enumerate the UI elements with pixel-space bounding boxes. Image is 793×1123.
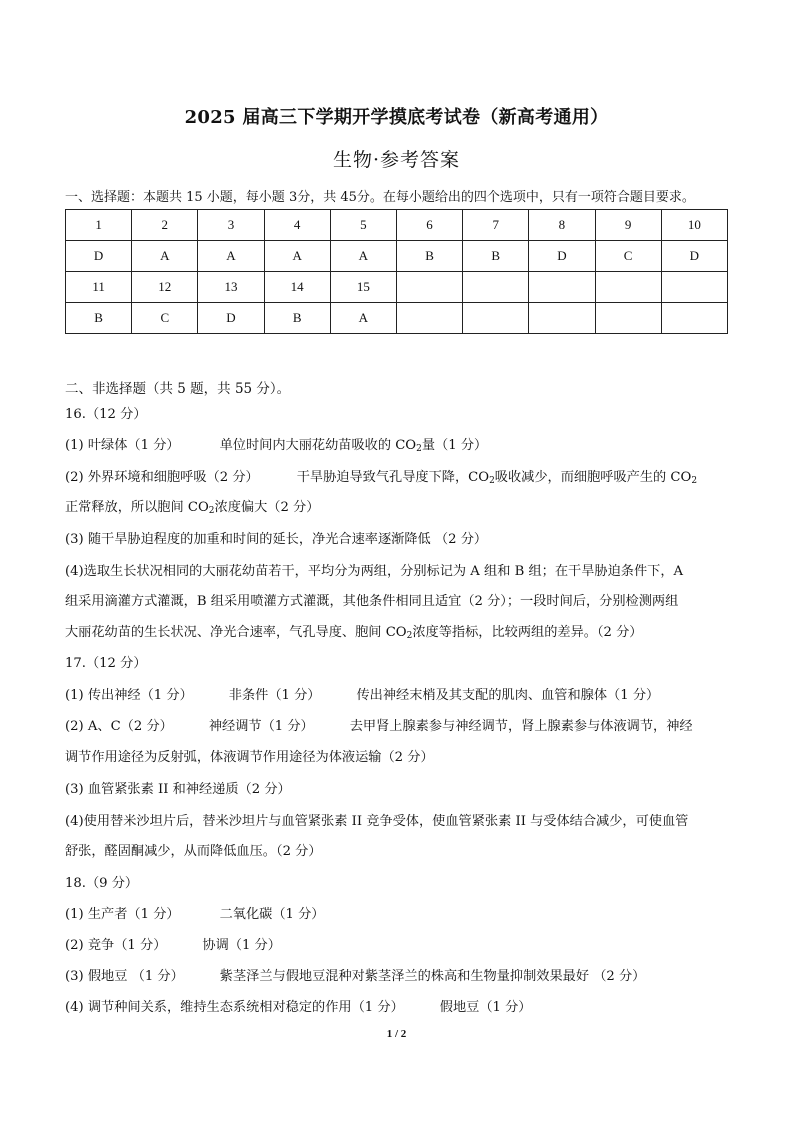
table-cell: [529, 303, 595, 334]
table-cell: B: [396, 241, 462, 272]
q17-line4: (3) 血管紧张素 II 和神经递质（2 分）: [65, 782, 291, 797]
table-cell: 4: [264, 210, 330, 241]
table-cell: 1: [66, 210, 132, 241]
q16-line5: (4)选取生长状况相同的大丽花幼苗若干，平均分为两组，分别标记为 A 组和 B 组；在干旱胁迫条件下，A: [65, 564, 684, 579]
page-title: 2025 届高三下学期开学摸底考试卷（新高考通用）: [184, 107, 609, 128]
q18-line3: [65, 967, 645, 987]
q18-ans-1a: (1) 生产者（1 分）: [65, 907, 180, 922]
co2-subscript: 2: [208, 506, 215, 516]
table-cell: 12: [132, 272, 198, 303]
table-cell: A: [132, 241, 198, 272]
table-cell: D: [661, 241, 727, 272]
table-cell: [595, 303, 661, 334]
co2-subscript: 2: [416, 444, 422, 454]
q17-ans-2b: 神经调节（1 分）: [208, 719, 314, 734]
q16-line3: [65, 498, 319, 521]
q16-ans-7-pre: 大丽花幼苗的生长状况、净光合速率，气孔导度、胞间 CO: [65, 625, 407, 640]
q16-ans-1b-pre: 单位时间内大丽花幼苗吸收的 CO: [219, 438, 417, 453]
table-row: [66, 272, 728, 303]
q17-line3: 调节作用途径为反射弧，体液调节作用途径为体液运输（2 分）: [65, 750, 434, 765]
table-cell: 10: [661, 210, 727, 241]
table-cell: [463, 303, 529, 334]
q16-ans-2b-mid: 吸收减少，而细胞呼吸产生的 CO: [494, 470, 692, 485]
section2-heading: 二、非选择题（共 5 题，共 55 分）。: [65, 381, 291, 397]
q17-ans-1b: 非条件（1 分）: [228, 688, 321, 703]
q16-line2: [65, 468, 697, 491]
answer-table: [65, 209, 728, 334]
co2-subscript: 2: [406, 631, 413, 641]
q18-line1: [65, 905, 325, 925]
table-cell: 15: [330, 272, 396, 303]
table-cell: [396, 303, 462, 334]
table-row: [66, 303, 728, 334]
q18-ans-2b: 协调（1 分）: [202, 938, 281, 953]
table-row: [66, 210, 728, 241]
table-cell: C: [132, 303, 198, 334]
table-cell: A: [330, 241, 396, 272]
q18-ans-1b: 二氧化碳（1 分）: [219, 907, 325, 922]
table-cell: [661, 303, 727, 334]
table-cell: 9: [595, 210, 661, 241]
q16-ans-3-post: 浓度偏大（2 分）: [214, 500, 320, 515]
q16-ans-3-pre: 正常释放，所以胞间 CO: [65, 500, 209, 515]
table-cell: A: [264, 241, 330, 272]
page-number: 1 / 2: [386, 1028, 407, 1040]
q16-line1: [65, 436, 487, 459]
table-cell: 11: [66, 272, 132, 303]
table-cell: 13: [198, 272, 264, 303]
table-cell: 3: [198, 210, 264, 241]
q17-line1: [65, 686, 659, 706]
table-cell: [595, 272, 661, 303]
table-row: [66, 241, 728, 272]
table-cell: 7: [463, 210, 529, 241]
q18-ans-2a: (2) 竞争（1 分）: [65, 938, 167, 953]
table-cell: D: [198, 303, 264, 334]
table-cell: B: [264, 303, 330, 334]
table-cell: 5: [330, 210, 396, 241]
table-cell: [463, 272, 529, 303]
q18-line2: [65, 936, 281, 956]
table-cell: [529, 272, 595, 303]
q16-ans-2b-pre: 干旱胁迫导致气孔导度下降，CO: [296, 470, 490, 485]
table-cell: 6: [396, 210, 462, 241]
q17-ans-2a: (2) A、C（2 分）: [65, 719, 173, 734]
q16-line4: (3) 随干旱胁迫程度的加重和时间的延长，净光合速率逐渐降低 （2 分）: [65, 532, 488, 547]
table-cell: A: [198, 241, 264, 272]
q16-ans-1b-post: 量（1 分）: [421, 438, 488, 453]
q16-ans-2a: (2) 外界环境和细胞呼吸（2 分）: [65, 470, 259, 485]
q16-ans-1a: (1) 叶绿体（1 分）: [65, 438, 180, 453]
q17-label: 17.（12 分）: [65, 656, 147, 671]
table-cell: B: [66, 303, 132, 334]
q17-ans-1c: 传出神经末梢及其支配的肌肉、血管和腺体（1 分）: [356, 688, 660, 703]
q17-line2: [65, 717, 693, 737]
q17-line6: 舒张，醛固酮减少，从而降低血压。（2 分）: [65, 844, 322, 859]
q17-ans-2c: 去甲肾上腺素参与神经调节，肾上腺素参与体液调节，神经: [349, 719, 693, 734]
q16-label: 16.（12 分）: [65, 407, 147, 422]
table-cell: D: [66, 241, 132, 272]
table-cell: C: [595, 241, 661, 272]
table-cell: [396, 272, 462, 303]
page-subtitle: 生物·参考答案: [332, 149, 461, 171]
co2-subscript: 2: [691, 476, 698, 486]
table-cell: B: [463, 241, 529, 272]
q16-line7: [65, 623, 643, 646]
q18-ans-3b: 紫茎泽兰与假地豆混种对紫茎泽兰的株高和生物量抑制效果最好 （2 分）: [219, 969, 646, 984]
table-cell: A: [330, 303, 396, 334]
q18-line4: [65, 998, 531, 1018]
q18-ans-3a: (3) 假地豆 （1 分）: [65, 969, 184, 984]
table-cell: 2: [132, 210, 198, 241]
table-cell: 14: [264, 272, 330, 303]
q18-ans-4b: 假地豆（1 分）: [439, 1000, 532, 1015]
table-cell: [661, 272, 727, 303]
q16-line6: 组采用滴灌方式灌溉，B 组采用喷灌方式灌溉，其他条件相同且适宜（2 分）；一段时间后，分别检测两组: [65, 594, 679, 609]
q16-ans-7-post: 浓度等指标，比较两组的差异。（2 分）: [412, 625, 643, 640]
table-cell: D: [529, 241, 595, 272]
q17-line5: (4)使用替米沙坦片后，替米沙坦片与血管紧张素 II 竞争受体，使血管紧张素 II 与受体结合减少，可使血管: [65, 814, 689, 829]
co2-subscript: 2: [489, 476, 495, 486]
q18-ans-4a: (4) 调节种间关系，维持生态系统相对稳定的作用（1 分）: [65, 1000, 404, 1015]
table-cell: 8: [529, 210, 595, 241]
q18-label: 18.（9 分）: [65, 876, 139, 891]
q17-ans-1a: (1) 传出神经（1 分）: [65, 688, 193, 703]
section1-heading: 一、选择题：本题共 15 小题，每小题 3分，共 45分。在每小题给出的四个选项中，只有一项符合题目要求。: [65, 190, 695, 205]
